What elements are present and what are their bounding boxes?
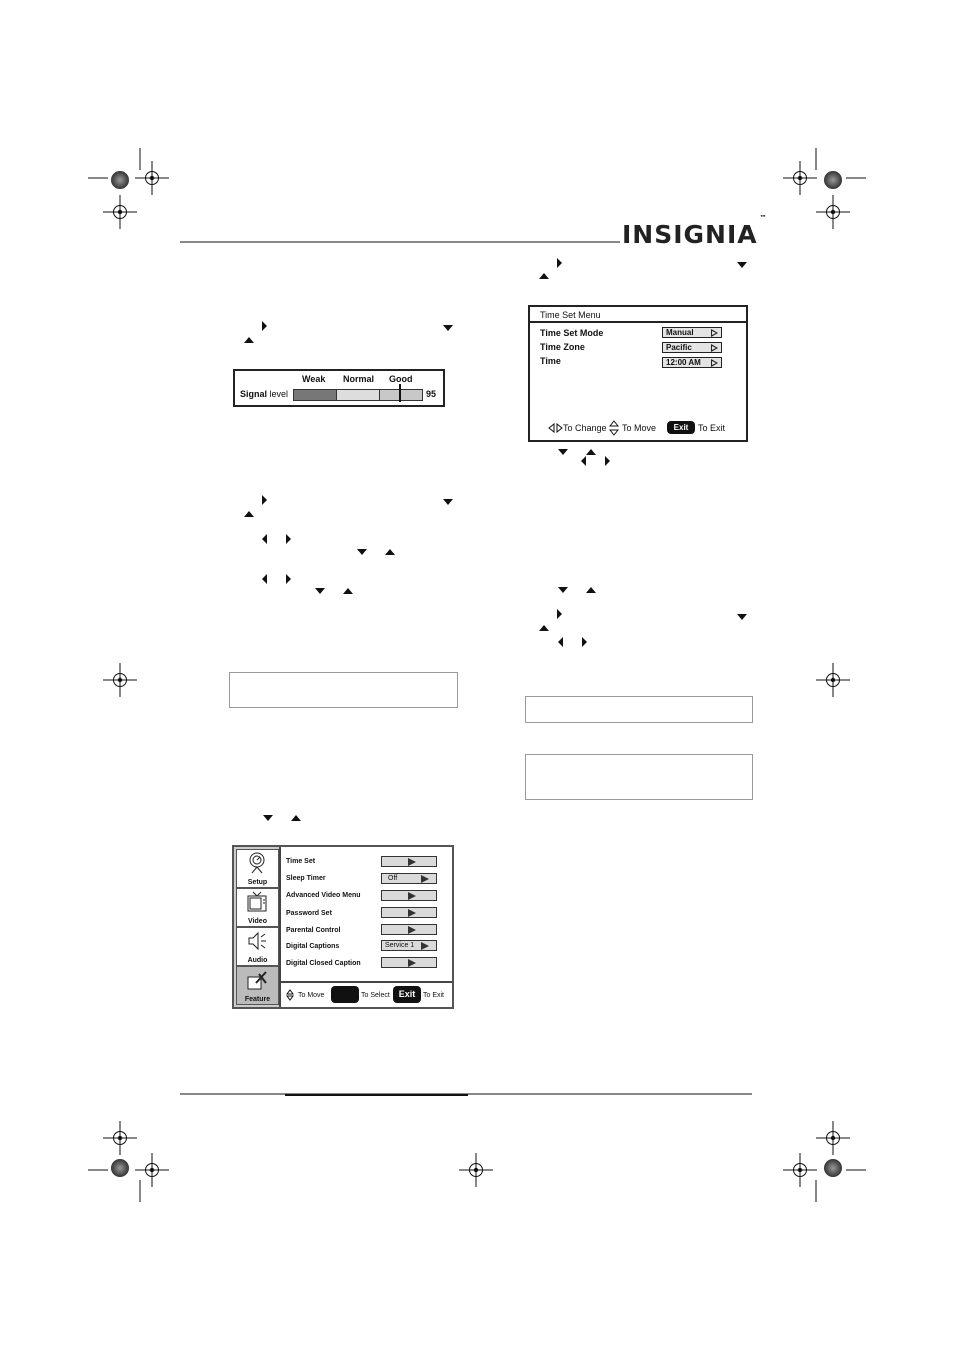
option-value: Manual	[666, 328, 694, 337]
tab-audio[interactable]	[236, 927, 279, 966]
play-arrow-icon	[421, 875, 429, 883]
digital-closed-caption-arrow-button[interactable]	[381, 957, 437, 968]
footer-move-hint: To Move	[622, 423, 657, 433]
play-arrow-icon	[408, 892, 416, 900]
tv-icon	[247, 891, 267, 913]
menu-item-time[interactable]: Time	[540, 356, 561, 366]
option-value: Off	[388, 875, 398, 882]
exit-button[interactable]: Exit	[393, 986, 421, 1003]
footer-exit-hint: To Exit	[698, 423, 726, 433]
feature-menu	[232, 845, 454, 1009]
signal-level-marker	[399, 384, 401, 402]
menu-item-advanced-video[interactable]: Advanced Video Menu	[286, 892, 361, 899]
play-arrow-icon	[408, 858, 416, 866]
tab-label: Feature	[244, 996, 271, 1003]
menu-item-sleep-timer[interactable]: Sleep Timer	[286, 875, 326, 882]
menu-item-time-set[interactable]: Time Set	[286, 858, 316, 865]
signal-level-label	[240, 389, 288, 399]
option-value: 12:00 AM	[666, 358, 701, 367]
brand-name: INSIGNIA	[622, 220, 758, 249]
signal-level-bar	[293, 389, 423, 401]
time-zone-option[interactable]	[662, 342, 722, 353]
signal-level-value: 95	[426, 389, 437, 399]
bar-divider	[336, 390, 337, 400]
time-option[interactable]	[662, 357, 722, 368]
tab-setup[interactable]	[236, 849, 279, 888]
signal-level-panel	[233, 369, 445, 407]
footer-select-hint: To Select	[361, 992, 390, 999]
tab-feature[interactable]	[236, 966, 279, 1005]
note-box	[229, 672, 458, 708]
menu-item-digital-closed-caption[interactable]: Digital Closed Caption	[286, 960, 361, 967]
time-set-arrow-button[interactable]	[381, 856, 437, 867]
sleep-timer-option[interactable]	[381, 873, 437, 884]
advanced-video-arrow-button[interactable]	[381, 890, 437, 901]
play-arrow-icon	[711, 329, 718, 337]
exit-button[interactable]: Exit	[667, 421, 695, 434]
digital-captions-option[interactable]	[381, 940, 437, 951]
select-button[interactable]	[331, 986, 359, 1003]
password-set-arrow-button[interactable]	[381, 907, 437, 918]
tab-label: Setup	[247, 879, 268, 886]
play-arrow-icon	[711, 344, 718, 352]
signal-label-bold: Signal	[240, 389, 268, 399]
time-set-menu	[528, 305, 748, 442]
left-right-arrows-icon	[548, 423, 564, 433]
menu-item-time-set-mode[interactable]: Time Set Mode	[540, 328, 604, 338]
trademark: ™	[759, 213, 768, 222]
tab-label: Audio	[247, 957, 268, 964]
play-arrow-icon	[421, 942, 429, 950]
scale-label-good: Good	[389, 374, 413, 384]
option-value: Service 1	[385, 942, 415, 949]
satellite-dish-icon	[247, 852, 267, 874]
time-set-mode-option[interactable]	[662, 327, 722, 338]
play-arrow-icon	[408, 959, 416, 967]
option-value: Pacific	[666, 343, 692, 352]
insignia-logo	[622, 213, 768, 249]
note-box	[525, 696, 753, 723]
bar-divider	[379, 390, 380, 400]
menu-item-password-set[interactable]: Password Set	[286, 910, 332, 917]
menu-item-digital-captions[interactable]: Digital Captions	[286, 943, 340, 950]
up-down-arrows-icon	[286, 989, 294, 1001]
title-divider	[530, 321, 746, 323]
menu-item-parental-control[interactable]: Parental Control	[286, 927, 341, 934]
play-arrow-icon	[408, 926, 416, 934]
time-set-menu-title: Time Set Menu	[540, 310, 601, 320]
menu-item-time-zone[interactable]: Time Zone	[540, 342, 585, 352]
play-arrow-icon	[711, 359, 718, 367]
tools-icon	[247, 969, 267, 991]
parental-control-arrow-button[interactable]	[381, 924, 437, 935]
signal-label-rest: level	[267, 389, 289, 399]
scale-label-weak: Weak	[302, 374, 326, 384]
footer-exit-hint: To Exit	[423, 992, 445, 999]
tab-label: Video	[248, 918, 267, 925]
speaker-icon	[247, 930, 267, 952]
scale-label-normal: Normal	[343, 374, 375, 384]
tab-video[interactable]	[236, 888, 279, 927]
footer-change-hint: To Change	[563, 423, 607, 433]
up-down-arrows-icon	[609, 420, 619, 436]
menu-tab-sidebar	[234, 847, 281, 1007]
note-box	[525, 754, 753, 800]
play-arrow-icon	[408, 909, 416, 917]
signal-level-fill	[294, 390, 422, 400]
feature-menu-footer	[281, 981, 452, 1009]
footer-move-hint: To Move	[298, 992, 325, 999]
